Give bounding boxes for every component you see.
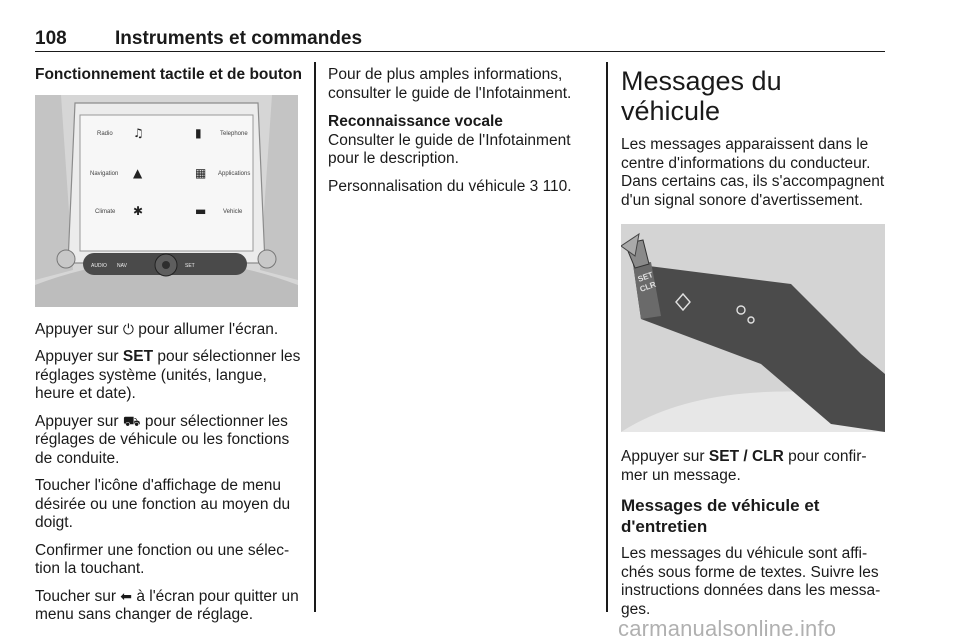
paragraph-back: Toucher sur ⬅ à l'écran pour quitter un menu sans changer de réglage.: [35, 587, 299, 623]
tile-climate[interactable]: Climate: [95, 208, 116, 215]
watermark: carmanualsonline.info: [618, 616, 837, 641]
tile-applications[interactable]: Applications: [218, 170, 251, 177]
paragraph-confirm-message: Appuyer sur SET / CLR pour confirmer un message.: [621, 448, 867, 484]
chapter-title: Instruments et commandes: [115, 28, 363, 49]
phone-icon: ▮: [195, 125, 202, 140]
paragraph-vehicle: Appuyer sur ⛟ pour sélectionner les réglages de véhicule ou les fonctions de conduite.: [35, 412, 290, 467]
column-3: [621, 66, 887, 628]
nav-button[interactable]: NAV: [117, 262, 127, 269]
maintenance-messages-heading: Messages de véhicule et d'entretien: [621, 496, 820, 536]
vehicle-messages-heading: Messages du véhicule: [621, 66, 782, 126]
back-arrow-icon: ⬅: [120, 588, 133, 605]
set-label: SET: [122, 348, 154, 365]
column-1: [35, 66, 303, 634]
tile-navigation[interactable]: Navigation: [90, 170, 119, 177]
set-label-figure: SET: [636, 270, 655, 284]
paragraph-more-info: Pour de plus amples informations, consulter le guide de l'Infotainment.: [328, 66, 572, 102]
tile-vehicle[interactable]: Vehicle: [223, 208, 243, 215]
vehicle-icon: ⛟: [122, 413, 141, 430]
page-number: 108: [35, 28, 67, 49]
tile-radio[interactable]: Radio: [97, 130, 113, 137]
stalk-figure: [621, 224, 885, 432]
paragraph-messages-intro: Les messages apparaissent dans le centre d'informations du conducteur. Dans certains cas, ils s'accompagnent d'un signal sonore d'avertissement.: [621, 136, 885, 209]
navigation-icon: ▲: [133, 165, 143, 180]
music-note-icon: ♫: [133, 125, 144, 140]
paragraph-voice: Consulter le guide de l'Infotainment pour le description.: [328, 131, 571, 167]
paragraph-touch-icon: Toucher l'icône d'affichage de menu désirée ou une fonction au moyen du doigt.: [35, 477, 291, 531]
column-2: [328, 66, 596, 205]
audio-button[interactable]: AUDIO: [91, 262, 107, 269]
apps-icon: ▦: [195, 165, 207, 180]
column-divider-2: [606, 62, 608, 612]
infotainment-figure: [35, 95, 298, 307]
tile-telephone[interactable]: Telephone: [220, 130, 248, 137]
section-heading-touch: Fonctionnement tactile et de bouton: [35, 66, 302, 83]
set-clr-label: SET / CLR: [708, 448, 784, 465]
clr-label-figure: CLR: [638, 279, 658, 294]
page-header: [35, 28, 885, 52]
power-icon: ⏻: [122, 321, 134, 338]
page-ref-icon: 3: [529, 177, 539, 195]
car-icon: ▬: [195, 203, 207, 218]
column-divider-1: [314, 62, 316, 612]
voice-recognition-heading: Reconnaissance vocale: [328, 113, 503, 130]
paragraph-power: Appuyer sur ⏻ pour allumer l'écran.: [35, 320, 279, 338]
set-button[interactable]: SET: [185, 262, 195, 269]
paragraph-confirm: Confirmer une fonction ou une sélection la touchant.: [35, 541, 290, 577]
fan-icon: ✱: [133, 203, 144, 218]
paragraph-messages-text: Les messages du véhicule sont affichés sous forme de textes. Suivre les instructions données dans les messages.: [621, 545, 881, 618]
paragraph-personalisation: Personnalisation du véhicule 3 110.: [328, 177, 572, 195]
paragraph-set: Appuyer sur SET pour sélectionner les réglages système (unités, langue, heure et date).: [35, 348, 301, 402]
